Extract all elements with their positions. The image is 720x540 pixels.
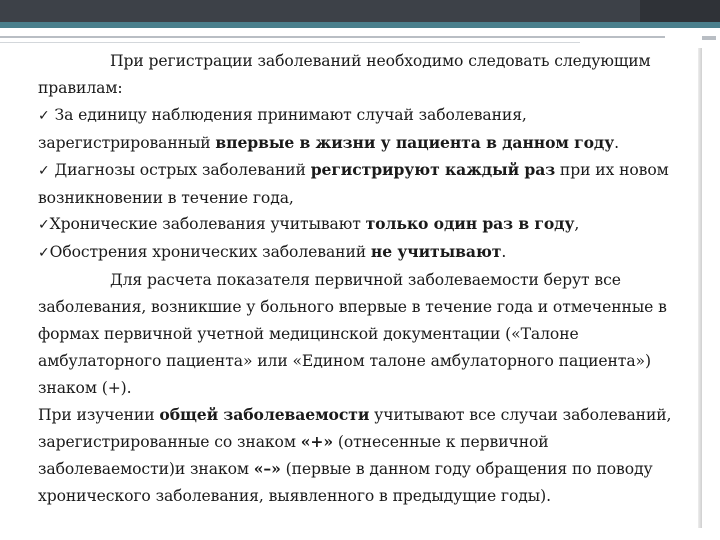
slide-body	[38, 48, 688, 509]
rule-item-acute	[38, 157, 688, 212]
rule-item-exacerbation	[38, 239, 688, 267]
rule-emphasis: только один раз в году	[365, 214, 575, 234]
rule-item-first-registration	[38, 102, 688, 157]
general-emphasis: общей заболеваемости	[159, 404, 370, 424]
general-text: (отнесенные к первичной заболеваемости)и знаком	[38, 432, 549, 478]
checkmark-icon: ✓	[38, 107, 50, 124]
slide-corner-mark	[702, 36, 716, 40]
rule-text: Диагнозы острых заболеваний	[49, 160, 311, 179]
rule-text: Обострения хронических заболеваний	[49, 243, 371, 262]
rule-text-end: .	[501, 243, 507, 262]
rule-text-end: .	[614, 133, 619, 152]
rule-item-chronic	[38, 211, 688, 239]
rule-emphasis: не учитывают	[370, 242, 502, 262]
slide-accent-stripe	[0, 22, 720, 28]
slide-right-shadow	[698, 48, 702, 528]
rule-text: Хронические заболевания учитывают	[49, 215, 366, 234]
rule-text: За единицу наблюдения принимают случай заболевания, зарегистрированный	[38, 105, 527, 152]
general-text: При изучении	[38, 405, 160, 424]
general-text: (первые в данном году обращения по поводу хронического заболевания, выявленного в предыдущие годы).	[38, 459, 653, 505]
rule-emphasis: впервые в жизни у пациента в данном году	[215, 132, 615, 152]
slide-top-bar	[0, 0, 720, 22]
slide-header-line	[0, 36, 665, 38]
minus-sign-label: «–»	[253, 458, 281, 478]
slide-top-bar-block	[640, 0, 720, 22]
checkmark-icon: ✓	[38, 217, 50, 234]
intro-paragraph: При регистрации заболеваний необходимо следовать следующим правилам:	[38, 52, 651, 97]
plus-sign-label: «+»	[300, 431, 334, 451]
primary-morbidity-paragraph: Для расчета показателя первичной заболеваемости берут все заболевания, возникшие у больного впервые в течение года и отмеченные в формах первичной учетной медицинской документации («Талоне амбулаторного пациента» или «Едином талоне амбулаторного пациента») знаком (+).	[38, 271, 667, 397]
rule-emphasis: регистрируют каждый раз	[310, 159, 556, 179]
slide-header-subline	[0, 42, 580, 43]
rule-text-end: при их новом возникновении в течение года,	[38, 160, 669, 207]
general-morbidity-paragraph	[38, 402, 688, 510]
rule-text-end: ,	[574, 215, 580, 234]
checkmark-icon: ✓	[38, 162, 50, 179]
checkmark-icon: ✓	[38, 245, 50, 262]
general-text: учитывают все случаи заболеваний, зарегистрированные со знаком	[38, 405, 672, 451]
